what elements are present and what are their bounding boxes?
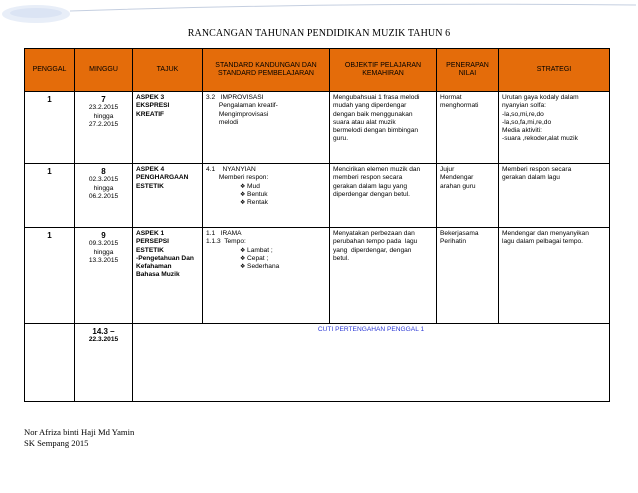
strategi-cell: Urutan gaya kodaly dalam nyanyian solfa: -la,so,mi,re,do -la,so,fa,mi,re,do Media aktiviti: -suara ,rekoder,alat muzik <box>499 92 610 164</box>
bullet-item: ❖ Bentuk <box>206 191 326 199</box>
standard-cell: 3.2 IMPROVISASI Pengalaman kreatif- Mengimprovisasi melodi <box>203 92 330 164</box>
objektif-cell: Mencirikan elemen muzik dan memberi respon secara gerakan dalam lagu yang diperdengar dengan betul. <box>330 164 437 228</box>
nilai-cell: Hormat menghormati <box>437 92 499 164</box>
minggu-cell: 7 23.2.2015 hingga 27.2.2015 <box>75 92 133 164</box>
tajuk-cell: ASPEK 3 EKSPRESI KREATIF <box>133 92 203 164</box>
bullet-item: ❖ Lambat ; <box>206 247 326 255</box>
objektif-cell: Menyatakan perbezaan dan perubahan tempo pada lagu yang diperdengar, dengan betul. <box>330 228 437 324</box>
table-row <box>25 228 610 324</box>
footer-school: SK Sempang 2015 <box>24 438 89 448</box>
bullet-item: ❖ Cepat ; <box>206 255 326 263</box>
penggal-cell: 1 <box>25 92 75 164</box>
strategi-cell: Mendengar dan menyanyikan lagu dalam pelbagai tempo. <box>499 228 610 324</box>
standard-cell: 1.1 IRAMA 1.1.3 Tempo: ❖ Lambat ; ❖ Cepat ; ❖ Sederhana <box>203 228 330 324</box>
penggal-cell: 1 <box>25 228 75 324</box>
header-objektif: OBJEKTIF PELAJARAN KEMAHIRAN <box>330 49 437 92</box>
header-strategi: STRATEGI <box>499 49 610 92</box>
strategi-cell: Memberi respon secara gerakan dalam lagu <box>499 164 610 228</box>
header-standard: STANDARD KANDUNGAN DAN STANDARD PEMBELAJARAN <box>203 49 330 92</box>
table-header-row <box>25 49 610 92</box>
penggal-cell-empty <box>25 324 75 402</box>
bullet-item: ❖ Mud <box>206 183 326 191</box>
table-row <box>25 164 610 228</box>
holiday-row <box>25 324 610 402</box>
minggu-cell: 8 02.3.2015 hingga 06.2.2015 <box>75 164 133 228</box>
nilai-cell: Jujur Mendengar arahan guru <box>437 164 499 228</box>
nilai-cell: Bekerjasama Perihatin <box>437 228 499 324</box>
header-minggu: MINGGU <box>75 49 133 92</box>
bullet-item: ❖ Sederhana <box>206 263 326 271</box>
document-footer <box>24 427 134 449</box>
holiday-label: CUTI PERTENGAHAN PENGGAL 1 <box>133 324 610 402</box>
table-row <box>25 92 610 164</box>
footer-author: Nor Afriza binti Haji Md Yamin <box>24 427 135 437</box>
tajuk-cell: ASPEK 1 PERSEPSI ESTETIK -Pengetahuan Dan Kefahaman Bahasa Muzik <box>133 228 203 324</box>
header-tajuk: TAJUK <box>133 49 203 92</box>
lesson-plan-table <box>24 48 610 402</box>
tajuk-cell: ASPEK 4 PENGHARGAAN ESTETIK <box>133 164 203 228</box>
standard-cell: 4.1 NYANYIAN Memberi respon: ❖ Mud ❖ Bentuk ❖ Rentak <box>203 164 330 228</box>
header-nilai: PENERAPAN NILAI <box>437 49 499 92</box>
minggu-cell: 9 09.3.2015 hingga 13.3.2015 <box>75 228 133 324</box>
bullet-item: ❖ Rentak <box>206 199 326 207</box>
document-title: RANCANGAN TAHUNAN PENDIDIKAN MUZIK TAHUN 6 <box>187 28 451 39</box>
minggu-cell: 14.3 – 22.3.2015 <box>75 324 133 402</box>
header-penggal: PENGGAL <box>25 49 75 92</box>
penggal-cell: 1 <box>25 164 75 228</box>
objektif-cell: Mengubahsuai 1 frasa melodi mudah yang diperdengar dengan baik menggunakan suara atau alat muzik bermelodi dengan bimbingan guru. <box>330 92 437 164</box>
